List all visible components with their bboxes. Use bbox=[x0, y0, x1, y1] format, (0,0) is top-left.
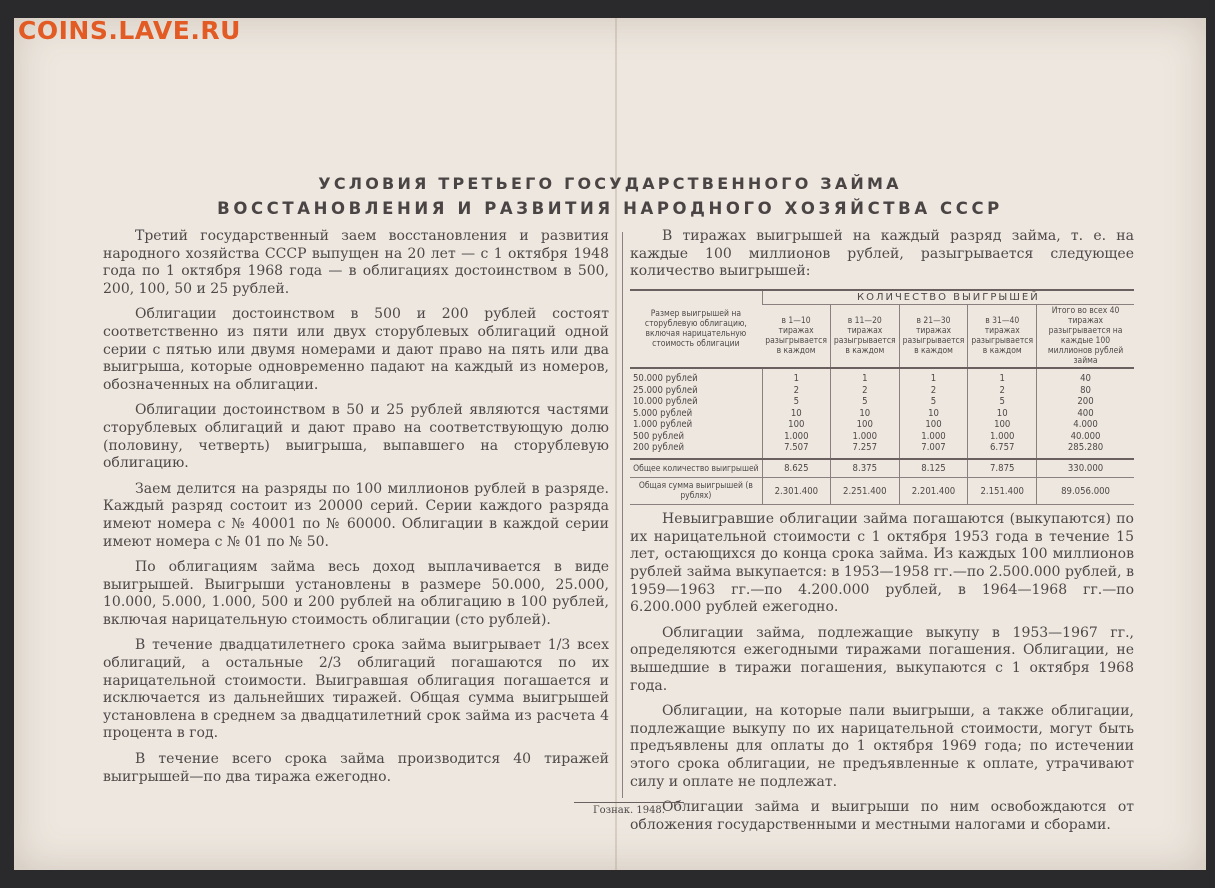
table-row bbox=[630, 419, 1134, 431]
table-row bbox=[630, 396, 1134, 408]
table-cell: 1 bbox=[899, 368, 968, 385]
sub-header: в 11—20 тиражах разыгрывается в каждом bbox=[830, 305, 899, 369]
table-cell: 8.125 bbox=[899, 459, 968, 478]
right-column bbox=[630, 228, 1134, 842]
left-paragraph: Третий государственный заем восстановления и развития народного хозяйства СССР выпущен на 20 лет — с 1 октября 1948 года по 1 октября 1968 года — в облигациях достоинством в 500, 200, 100, 50 и 25 рублей. bbox=[103, 228, 609, 297]
table-row bbox=[630, 478, 1134, 505]
table-cell: 330.000 bbox=[1037, 459, 1134, 478]
left-paragraph: Облигации достоинством в 50 и 25 рублей являются частями сторублевых облигаций и дают право на соответствующую долю (половину, четверть) выигрыша, выпавшего на сторублевую облигацию. bbox=[103, 402, 609, 472]
table-cell: 8.625 bbox=[762, 459, 830, 478]
sub-header: в 31—40 тиражах разыгрывается в каждом bbox=[968, 305, 1037, 369]
row-label: 200 рублей bbox=[630, 442, 762, 459]
row-label: 25.000 рублей bbox=[633, 384, 698, 396]
table-cell: 10 bbox=[762, 408, 830, 420]
table-cell: 8.375 bbox=[830, 459, 899, 478]
table-cell: 200 bbox=[1037, 396, 1134, 408]
sub-header: в 21—30 тиражах разыгрывается в каждом bbox=[899, 305, 968, 369]
table-cell: 1.000 bbox=[968, 431, 1037, 443]
table-cell: 100 bbox=[762, 419, 830, 431]
table-cell: 100 bbox=[899, 419, 968, 431]
table-cell: 10 bbox=[830, 408, 899, 420]
table-cell: 1 bbox=[968, 368, 1037, 385]
right-paragraph: Невыигравшие облигации займа погашаются (выкупаются) по их нарицательной стоимости с 1 октября 1953 года в течение 15 лет, остающихся до конца срока займа. Из каждых 100 миллионов рублей займа выкупается: в 1953—1958 гг.—по 2.500.000 рублей, в 1959—1963 гг.—по 4.200.000 рублей, в 1964—1968 гг.—по 6.200.000 рублей ежегодно. bbox=[630, 511, 1134, 616]
left-paragraph: В течение всего срока займа производится 40 тиражей выигрышей—по два тиража ежегодно. bbox=[103, 751, 609, 785]
table-cell: 400 bbox=[1037, 408, 1134, 420]
table-cell: 2.301.400 bbox=[762, 478, 830, 505]
left-paragraph: Облигации достоинством в 500 и 200 рублей состоят соответственно из пяти или двух сторублевых облигаций одной серии с пятью или двумя номерами и дают право на пять или два выигрыша, которые одновременно падают на каждый из номеров, обозначенных на облигации. bbox=[103, 306, 609, 393]
table-cell: 40 bbox=[1037, 368, 1134, 385]
table-cell: 1.000 bbox=[762, 431, 830, 443]
table-cell: 40.000 bbox=[1037, 431, 1134, 443]
table-cell: 6.757 bbox=[968, 442, 1037, 459]
left-paragraph: По облигациям займа весь доход выплачивается в виде выигрышей. Выигрыши установлены в размере 50.000, 25.000, 10.000, 5.000, 1.000, 500 и 200 рублей на облигацию в 100 рублей, включая нарицательную стоимость облигации (сто рублей). bbox=[103, 559, 609, 628]
table-row bbox=[630, 408, 1134, 420]
table-cell: 4.000 bbox=[1037, 419, 1134, 431]
right-paragraph: Облигации займа, подлежащие выкупу в 1953—1967 гг., определяются ежегодными тиражами погашения. Облигации, не вышедшие в тиражи погашения, выкупаются с 1 октября 1968 года. bbox=[630, 624, 1134, 694]
table-cell: 100 bbox=[830, 419, 899, 431]
table-cell: 10 bbox=[968, 408, 1037, 420]
sub-header-total: Итого во всех 40 тиражах разыгрывается на каждые 100 миллионов рублей займа bbox=[1037, 305, 1134, 369]
table-cell: 1.000 bbox=[899, 431, 968, 443]
bond-paper bbox=[14, 18, 1206, 870]
table-cell: 2 bbox=[899, 385, 968, 397]
table-row bbox=[630, 385, 1134, 397]
right-intro: В тиражах выигрышей на каждый разряд займа, т. е. на каждые 100 миллионов рублей, разыгрывается следующее количество выигрышей: bbox=[630, 228, 1134, 280]
table-cell: 100 bbox=[968, 419, 1037, 431]
left-paragraph: В течение двадцатилетнего срока займа выигрывает 1/3 всех облигаций, а остальные 2/3 облигаций погашаются по их нарицательной стоимости. Выигравшая облигация погашается и исключается из дальнейших тиражей. Общая сумма выигрышей установлена в среднем за двадцатилетний срок займа из расчета 4 процента в год. bbox=[103, 637, 609, 742]
table-cell: 2.151.400 bbox=[968, 478, 1037, 505]
table-cell: 2 bbox=[830, 385, 899, 397]
table-cell: 5 bbox=[899, 396, 968, 408]
table-cell: 7.875 bbox=[968, 459, 1037, 478]
table-cell: 7.257 bbox=[830, 442, 899, 459]
table-row bbox=[630, 431, 1134, 443]
right-paragraph: Облигации, на которые пали выигрыши, а также облигации, подлежащие выкупу по их нарицательной стоимости, могут быть предъявлены для оплаты до 1 октября 1969 года; по истечении этого срока облигации, не предъявленные к оплате, утрачивают силу и оплате не подлежат. bbox=[630, 703, 1134, 790]
row-label: 500 рублей bbox=[633, 430, 685, 442]
left-column bbox=[103, 228, 609, 794]
column-divider bbox=[622, 232, 623, 798]
table-cell: 2.201.400 bbox=[899, 478, 968, 505]
row-label: 10.000 рублей bbox=[633, 396, 698, 408]
footer-imprint: Гознак. 1948. bbox=[574, 802, 684, 816]
row-label: Общее количество выигрышей bbox=[630, 459, 762, 478]
row-label: Общая сумма выигрышей (в рублях) bbox=[630, 478, 762, 505]
group-header: КОЛИЧЕСТВО ВЫИГРЫШЕЙ bbox=[762, 290, 1134, 305]
row-label: 50.000 рублей bbox=[633, 373, 698, 385]
table-row bbox=[630, 459, 1134, 478]
table-cell: 2 bbox=[762, 385, 830, 397]
table-cell: 80 bbox=[1037, 385, 1134, 397]
table-cell: 2 bbox=[968, 385, 1037, 397]
table-row bbox=[630, 442, 1134, 459]
table-row bbox=[630, 368, 1134, 385]
paper-fold bbox=[615, 18, 617, 870]
table-cell: 5 bbox=[968, 396, 1037, 408]
table-cell: 285.280 bbox=[1037, 442, 1134, 459]
table-cell: 5 bbox=[762, 396, 830, 408]
prize-table bbox=[630, 289, 1134, 506]
left-paragraph: Заем делится на разряды по 100 миллионов рублей в разряде. Каждый разряд состоит из 20000 серий. Серии каждого разряда имеют номера с № 40001 по № 60000. Облигации в каждой серии имеют номера с № 01 по № 50. bbox=[103, 480, 609, 550]
table-cell: 5 bbox=[830, 396, 899, 408]
row-label: 1.000 рублей bbox=[633, 419, 693, 431]
title-line-1: УСЛОВИЯ ТРЕТЬЕГО ГОСУДАРСТВЕННОГО ЗАЙМА bbox=[318, 174, 902, 193]
title-line-2: ВОССТАНОВЛЕНИЯ И РАЗВИТИЯ НАРОДНОГО ХОЗЯЙСТВА СССР bbox=[217, 199, 1003, 218]
table-cell: 10 bbox=[899, 408, 968, 420]
prize-size-header: Размер выигрышей на сторублевую облигацию, включая нарицательную стоимость облигации bbox=[630, 290, 762, 369]
table-cell: 7.007 bbox=[899, 442, 968, 459]
right-paragraph: Облигации займа и выигрыши по ним освобождаются от обложения государственными и местными налогами и сборами. bbox=[630, 799, 1134, 833]
table-cell: 7.507 bbox=[762, 442, 830, 459]
watermark: COINS.LAVE.RU bbox=[18, 16, 241, 45]
table-cell: 89.056.000 bbox=[1037, 478, 1134, 505]
table-cell: 2.251.400 bbox=[830, 478, 899, 505]
table-cell: 1 bbox=[830, 368, 899, 385]
table-cell: 1 bbox=[762, 368, 830, 385]
row-label: 5.000 рублей bbox=[633, 407, 693, 419]
table-cell: 1.000 bbox=[830, 431, 899, 443]
sub-header: в 1—10 тиражах разыгрывается в каждом bbox=[762, 305, 830, 369]
